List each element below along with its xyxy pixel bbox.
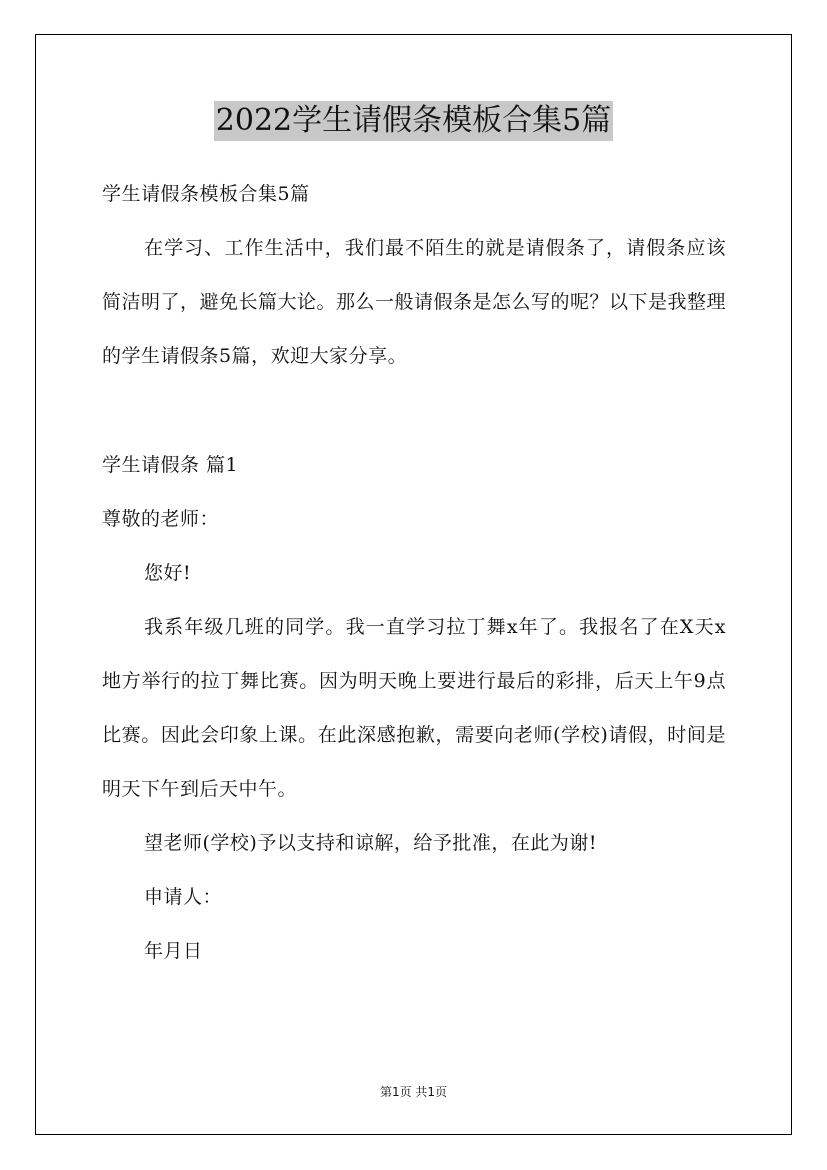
intro-paragraph: 在学习、工作生活中，我们最不陌生的就是请假条了，请假条应该简洁明了，避免长篇大论。那么一般请假条是怎么写的呢？以下是我整理的学生请假条5篇，欢迎大家分享。 <box>102 237 727 367</box>
page-footer: 第1页 共1页 <box>379 1085 448 1099</box>
document-subtitle: 学生请假条模板合集5篇 <box>102 183 310 205</box>
salutation: 尊敬的老师： <box>102 508 220 530</box>
date-label: 年月日 <box>144 940 203 962</box>
document-title: 2022学生请假条模板合集5篇 <box>214 101 613 141</box>
closing-line: 望老师(学校)予以支持和谅解，给予批准，在此为谢! <box>144 832 597 854</box>
greeting: 您好! <box>144 562 192 584</box>
section-heading: 学生请假条 篇1 <box>102 454 239 476</box>
applicant-label: 申请人： <box>144 886 223 908</box>
body-paragraph: 我系年级几班的同学。我一直学习拉丁舞x年了。我报名了在X天x地方举行的拉丁舞比赛。因为明天晚上要进行最后的彩排，后天上午9点比赛。因此会印象上课。在此深感抱歉，需要向老师(学校)请假，时间是明天下午到后天中午。 <box>102 616 726 800</box>
title-container <box>0 101 827 141</box>
